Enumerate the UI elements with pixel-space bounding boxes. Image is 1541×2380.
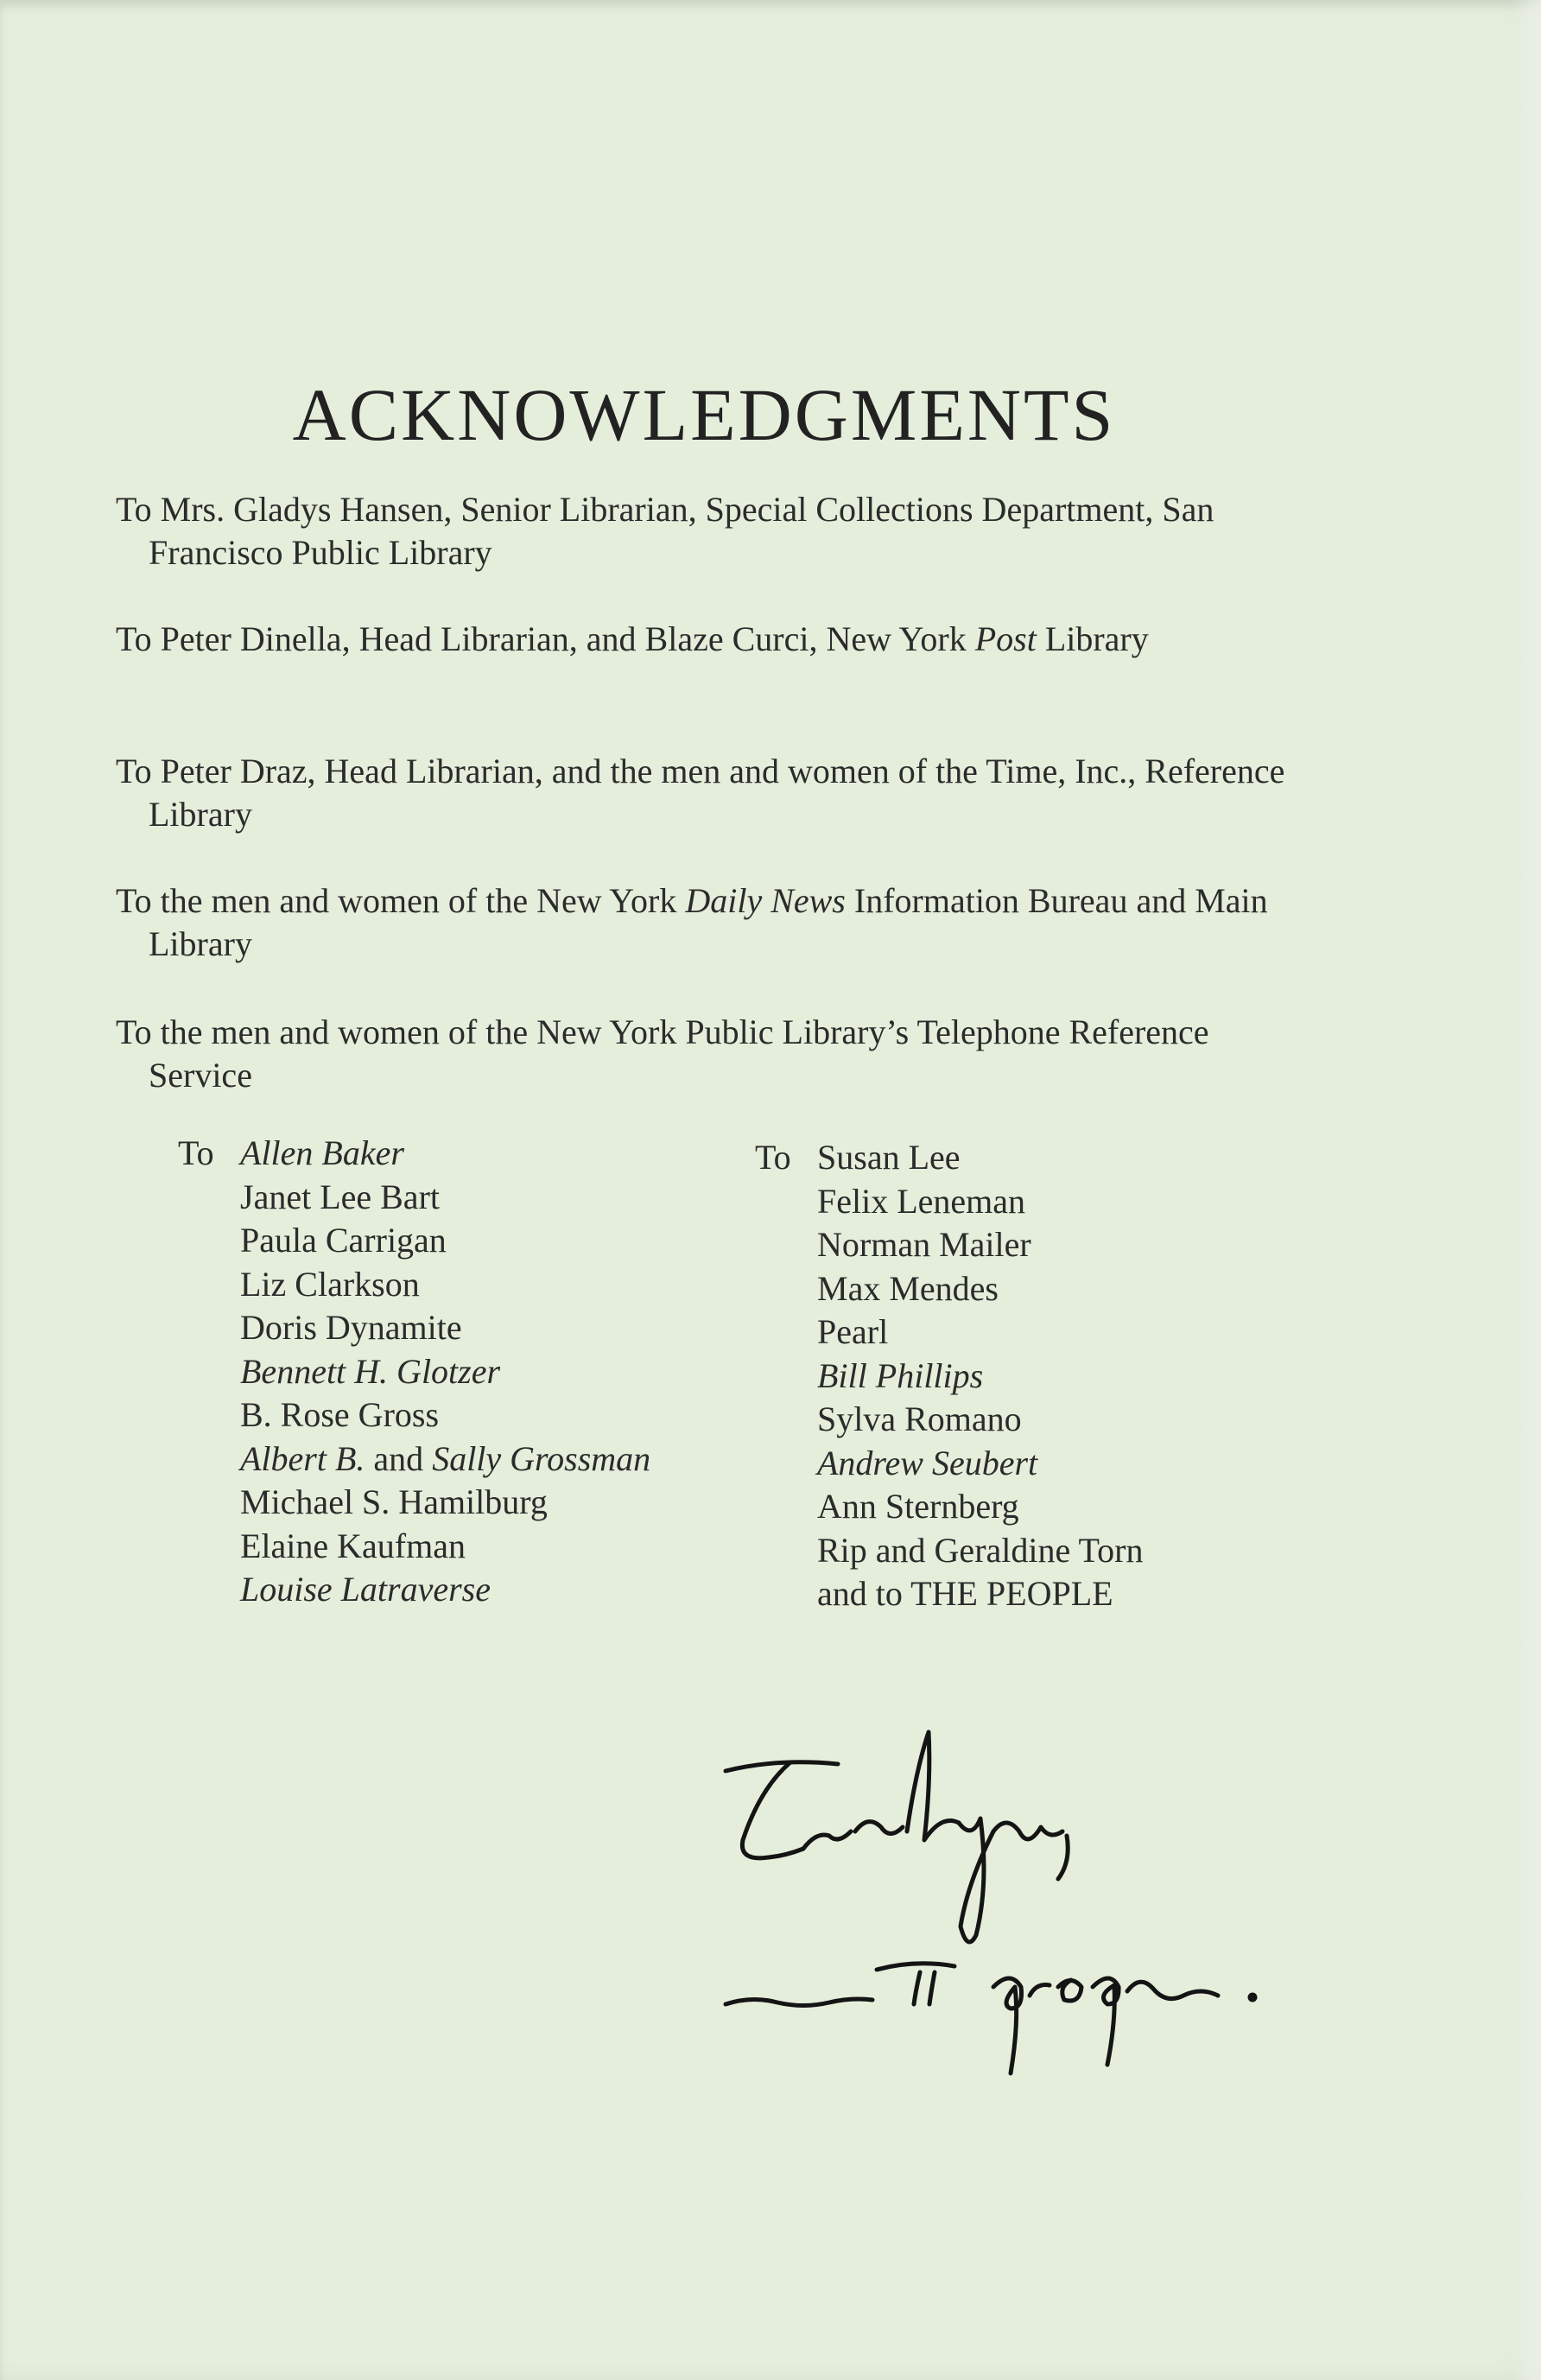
page-title: ACKNOWLEDGMENTS [292,372,1116,456]
text-run: Rip and Geraldine Torn [817,1530,1144,1570]
name-entry [755,1355,1325,1399]
italic-text: Albert B. [240,1438,365,1478]
text-run: Susan Lee [817,1138,961,1177]
text-run: B. Rose Gross [240,1395,440,1434]
name-entry [755,1485,1325,1529]
italic-text: Sally Grossman [432,1438,651,1478]
to-label: To [178,1133,214,1172]
name-entry [178,1438,748,1482]
names-column-right [755,1136,1325,1616]
italic-text: Allen Baker [240,1133,404,1172]
to-label: To [755,1138,791,1177]
text-run: Liz Clarkson [240,1264,420,1304]
name-entry [755,1398,1325,1442]
italic-text: Daily News [685,881,846,920]
text-run: To the men and women of the New York Public Library’s Telephone Reference Service [116,1012,1209,1095]
italic-text: Andrew Seubert [817,1443,1038,1482]
italic-text: Post [974,619,1037,658]
text-run: Elaine Kaufman [240,1526,466,1565]
name-entry [178,1306,748,1350]
text-run: Felix Leneman [817,1181,1026,1221]
name-entry [755,1529,1325,1573]
text-run: Paula Carrigan [240,1221,447,1260]
acknowledgment-paragraph [116,618,1306,661]
text-run: To the men and women of the New York [116,881,686,920]
name-entry [755,1267,1325,1311]
text-run: To Mrs. Gladys Hansen, Senior Librarian, Special Collections Department, San Francisco Public Library [116,490,1214,572]
acknowledgment-paragraph [116,750,1306,836]
name-entry [755,1572,1325,1616]
name-entry [178,1568,748,1612]
name-entry [178,1132,748,1176]
name-entry [178,1263,748,1307]
text-run: Sylva Romano [817,1399,1022,1438]
paper-edge [1510,0,1541,2380]
name-entry [755,1136,1325,1180]
signature-drawing [708,1710,1313,2108]
names-column-left [178,1132,748,1612]
text-run: and to THE PEOPLE [817,1574,1113,1613]
name-entry [178,1481,748,1525]
name-entry [178,1176,748,1220]
name-entry [178,1350,748,1394]
text-run: Information Bureau and Main Library [149,881,1268,963]
italic-text: Bennett H. Glotzer [240,1351,501,1391]
italic-text: Bill Phillips [817,1355,984,1395]
acknowledgment-paragraph [116,879,1306,966]
text-run: Janet Lee Bart [240,1177,440,1216]
text-run: Max Mendes [817,1268,999,1308]
name-entry [178,1219,748,1263]
text-run: Ann Sternberg [817,1487,1019,1526]
handwritten-signature [708,1710,1313,2108]
text-run: Norman Mailer [817,1225,1031,1264]
acknowledgment-paragraph [116,488,1306,574]
name-entry [755,1180,1325,1224]
text-run: Library [1036,619,1149,658]
italic-text: Louise Latraverse [240,1570,491,1609]
text-run: Michael S. Hamilburg [240,1482,548,1521]
name-entry [755,1442,1325,1486]
text-run: To Peter Dinella, Head Librarian, and Blaze Curci, New York [116,619,975,658]
text-run: and [365,1438,433,1478]
text-run: To Peter Draz, Head Librarian, and the men and women of the Time, Inc., Reference Library [116,752,1285,834]
acknowledgment-paragraph [116,1011,1306,1097]
name-entry [178,1525,748,1569]
text-run: Pearl [817,1312,889,1351]
text-run: Doris Dynamite [240,1308,462,1347]
name-entry [755,1311,1325,1355]
name-entry [755,1223,1325,1267]
name-entry [178,1393,748,1438]
